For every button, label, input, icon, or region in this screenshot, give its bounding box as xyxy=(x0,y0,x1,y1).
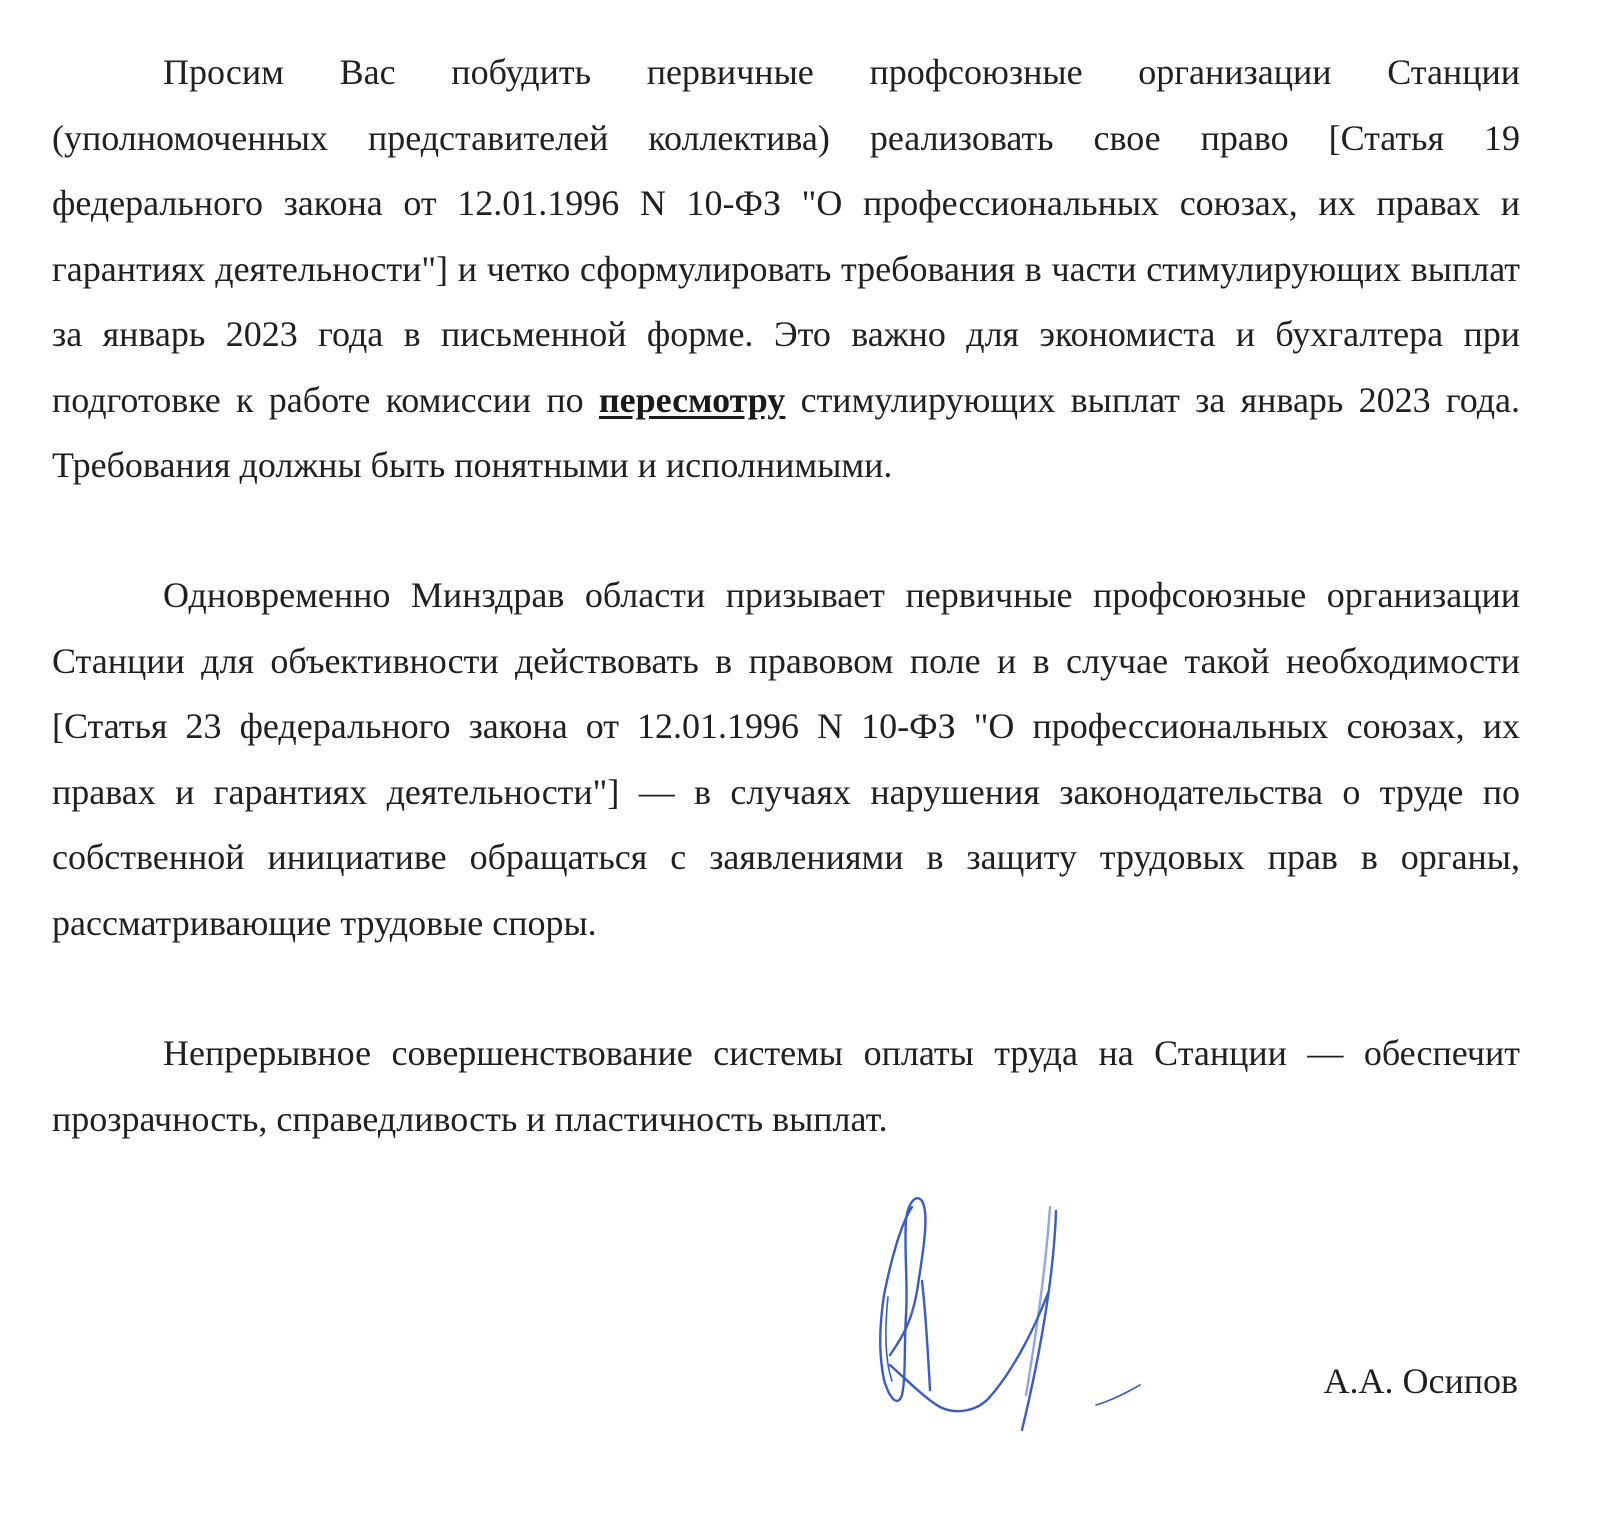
paragraph-conclusion: Непрерывное совершенствование системы оплаты труда на Станции — обеспечит прозрачность, справедливость и пластичность выплат. xyxy=(52,1033,1520,1139)
paragraph-request-text-end: стимулирующих выплат за январь 2023 года. Требования должны быть понятными и исполнимыми. xyxy=(52,379,1521,485)
emphasized-word: пересмотру xyxy=(598,379,786,420)
paragraph-ministry-call: Одновременно Минздрав области призывает первичные профсоюзные организации Станции для объективности действовать в правовом поле и в случае такой необходимости [Статья 23 федерального закона от 12.01.1996 N 10-ФЗ "О профессиональных союзах, их правах и гарантиях деятельности"] — в случаях нарушения законодательства о труде по собственной инициативе обращаться с заявлениями в защиту трудовых прав в органы, рассматривающие трудовые споры. xyxy=(52,575,1520,943)
paragraph-request-text-start: Просим Вас побудить первичные профсоюзные организации Станции (уполномоченных представителей коллектива) реализовать свое право [Статья 19 федерального закона от 12.01.1996 N 10-ФЗ "О профессиональных союзах, их правах и гарантиях деятельности"] и четко сформулировать требования в части стимулирующих выплат за январь 2023 года в письменной форме. Это важно для экономиста и бухгалтера при подготовке к работе комиссии по xyxy=(52,52,1520,420)
handwritten-signature xyxy=(860,1185,1180,1455)
paragraph-request xyxy=(52,40,1520,499)
signer-name: А.А. Осипов xyxy=(1323,1361,1518,1401)
